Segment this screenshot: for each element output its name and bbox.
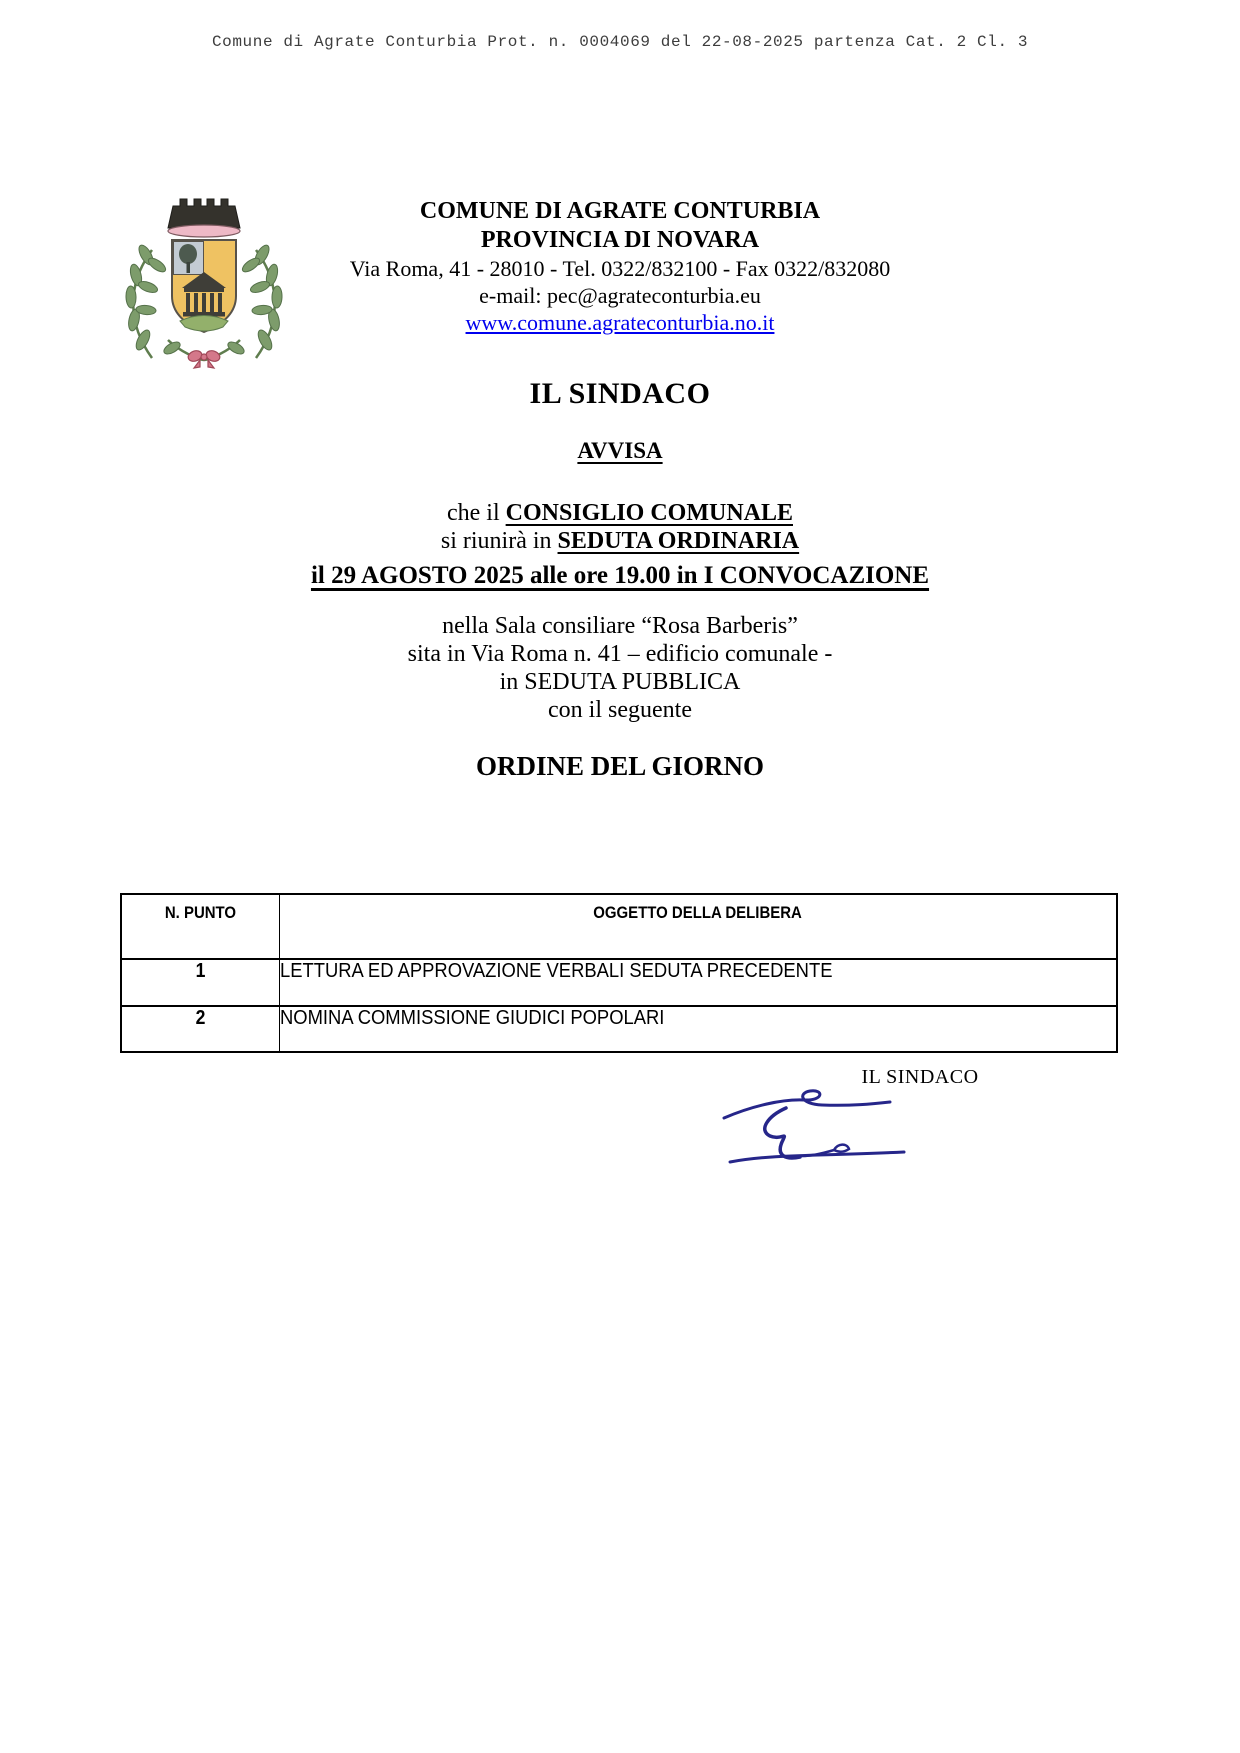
notice-title: IL SINDACO — [529, 377, 711, 410]
agenda-header-row — [121, 894, 1117, 959]
announce-word: AVVISA — [577, 438, 663, 463]
ribbon-icon — [187, 349, 222, 368]
session-line-prefix: si riunirà in — [440, 528, 558, 554]
date-line: il 29 AGOSTO 2025 alle ore 19.00 in I CONVOCAZIONE — [310, 562, 930, 589]
mayor-signature-icon — [712, 1086, 912, 1168]
email-line: e-mail: pec@agrateconturbia.eu — [479, 283, 761, 308]
province-name: PROVINCIA DI NOVARA — [480, 227, 760, 253]
session-line — [0, 527, 1240, 555]
location-line-2: sita in Via Roma n. 41 – edificio comunale - — [407, 641, 833, 667]
agenda-row-1-subject: LETTURA ED APPROVAZIONE VERBALI SEDUTA PRECEDENTE — [280, 959, 1118, 1006]
agenda-row-1-num: 1 — [121, 959, 280, 1006]
agenda-title: ORDINE DEL GIORNO — [475, 751, 765, 781]
agenda-table — [120, 893, 1118, 1053]
council-line-prefix: che il — [446, 500, 506, 526]
agenda-header-num: N. PUNTO — [121, 894, 280, 959]
address-line: Via Roma, 41 - 28010 - Tel. 0322/832100 - Fax 0322/832080 — [349, 256, 891, 281]
signature-title: IL SINDACO — [861, 1066, 979, 1088]
location-line-4: con il seguente — [548, 697, 692, 723]
municipality-name: COMUNE DI AGRATE CONTURBIA — [419, 198, 821, 224]
agenda-row-2 — [121, 1006, 1117, 1052]
agenda-row-1 — [121, 959, 1117, 1006]
council-line — [0, 499, 1240, 527]
session-line-bold: SEDUTA ORDINARIA — [557, 528, 800, 554]
agenda-header-subject: OGGETTO DELLA DELIBERA — [280, 894, 1118, 959]
letterhead — [0, 197, 1240, 340]
protocol-stamp-line: Comune di Agrate Conturbia Prot. n. 0004069 del 22-08-2025 partenza Cat. 2 Cl. 3 — [211, 33, 1029, 51]
website-link[interactable]: www.comune.agrateconturbia.no.it — [465, 310, 775, 335]
agenda-row-2-subject: NOMINA COMMISSIONE GIUDICI POPOLARI — [280, 1006, 1118, 1052]
location-line-1: nella Sala consiliare “Rosa Barberis” — [442, 613, 798, 639]
location-line-3: in SEDUTA PUBBLICA — [499, 669, 741, 695]
council-line-bold: CONSIGLIO COMUNALE — [505, 500, 793, 526]
location-block — [0, 612, 1240, 724]
agenda-row-2-num: 2 — [121, 1006, 280, 1052]
